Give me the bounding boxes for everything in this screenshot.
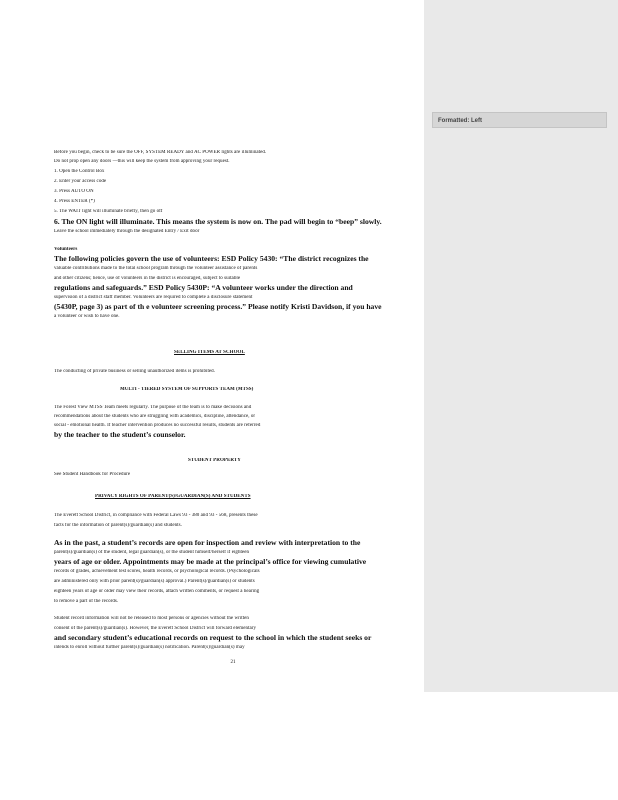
text-line: (5430P, page 3) as part of th e volunteer screening process.” Please notify Kristi Davidson, if you have [54, 303, 382, 311]
text-line: by the teacher to the student’s counselor. [54, 431, 186, 439]
heading-privacy-rights: PRIVACY RIGHTS OF PARENT(S)/GUARDIAN(S) AND STUDENTS [95, 494, 251, 499]
text-line: Leave the school immediately through the designated Entry / Exit door [54, 229, 200, 234]
text-line: facts for the information of parent(s)/guardian(s) and students. [54, 523, 182, 528]
text-line: regulations and safeguards.” ESD Policy 5430P: “A volunteer works under the direction and [54, 284, 353, 292]
text-line: 4. Press ENTER (*) [54, 199, 95, 204]
text-line: are administered only with prior parent(s)/guardian(s) approval.) Parent(s)/guardian(s) or students [54, 579, 255, 584]
heading-student-property: STUDENT PROPERTY [188, 458, 241, 463]
text-line: See Student Handbook for Procedure [54, 472, 131, 477]
text-line: The Everett School District, in compliance with Federal Laws 93 - 380 and 93 - 568, presents these [54, 513, 258, 518]
text-line: Before you begin, check to be sure the OFF, SYSTEM READY and AC POWER lights are illuminated. [54, 150, 267, 155]
text-line: 2. Enter your access code [54, 179, 107, 184]
formatting-comment[interactable]: Formatted: Left [432, 112, 607, 128]
text-line: supervision of a district staff member. Volunteers are required to complete a disclosure statement [54, 295, 253, 300]
text-line: intends to enroll without further parent(s)/guardian(s) notification. Parent(s)/guardian(s) may [54, 645, 245, 650]
text-line: valuable contributions made to the total school program through the volunteer assistance of parents [54, 266, 258, 271]
text-line: parent(s)/guardian(s) of the student, legal guardian(s), or the student himself/herself if eighteen [54, 550, 250, 555]
text-line: records of grades, achievement test scores, health records, or psychological records. (Psychologicals [54, 569, 260, 574]
text-line: The following policies govern the use of volunteers: ESD Policy 5430: “The district recognizes the [54, 255, 369, 263]
text-line: and other citizens; hence, use of volunteers in the district is encouraged, subject to suitable [54, 276, 241, 281]
text-line: The Forest View MTSS Team meets regularly. The purpose of the team is to make decisions and [54, 405, 252, 410]
text-line: 1. Open the Control Box [54, 169, 105, 174]
comments-pane [424, 0, 618, 692]
text-line: consent of the parent(s)/guardian(s). However, the Everett School District will forward elementary [54, 626, 256, 631]
text-line: recommendations about the students who are struggling with academics, discipline, attendance, or [54, 414, 256, 419]
text-line: 6. The ON light will illuminate. This means the system is now on. The pad will begin to “beep” slowly. [54, 218, 382, 226]
heading-selling-items: SELLING ITEMS AT SCHOOL [174, 350, 245, 355]
text-line: The conducting of private business or selling unauthorized items is prohibited. [54, 369, 215, 374]
text-line: social - emotional health. If teacher intervention produces no successful results, students are referred [54, 423, 261, 428]
text-line: eighteen years of age or older may view their records, attach written comments, or request a hearing [54, 589, 260, 594]
page-number: 21 [230, 660, 236, 665]
text-line: to remove a part of the records. [54, 599, 119, 604]
text-line: and secondary student’s educational records on request to the school in which the student seeks or [54, 634, 372, 642]
text-line: Do not prop open any doors —this will keep the system from approving your request. [54, 159, 230, 164]
text-line: years of age or older. Appointments may be made at the principal’s office for viewing cumulative [54, 558, 367, 566]
text-line: Student record information will not be released to most persons or agencies without the written [54, 616, 249, 621]
text-line: a volunteer or wish to have one. [54, 314, 120, 319]
text-line: 5. The WAIT light will illuminate briefly, then go off [54, 209, 163, 214]
text-line: As in the past, a student’s records are open for inspection and review with interpretation to the [54, 539, 361, 547]
heading-mtss: MULTI - TIERED SYSTEM OF SUPPORTS TEAM (MTSS) [120, 387, 254, 392]
section-label-volunteers: Volunteers [54, 247, 78, 252]
text-line: 3. Press AUTO ON [54, 189, 94, 194]
